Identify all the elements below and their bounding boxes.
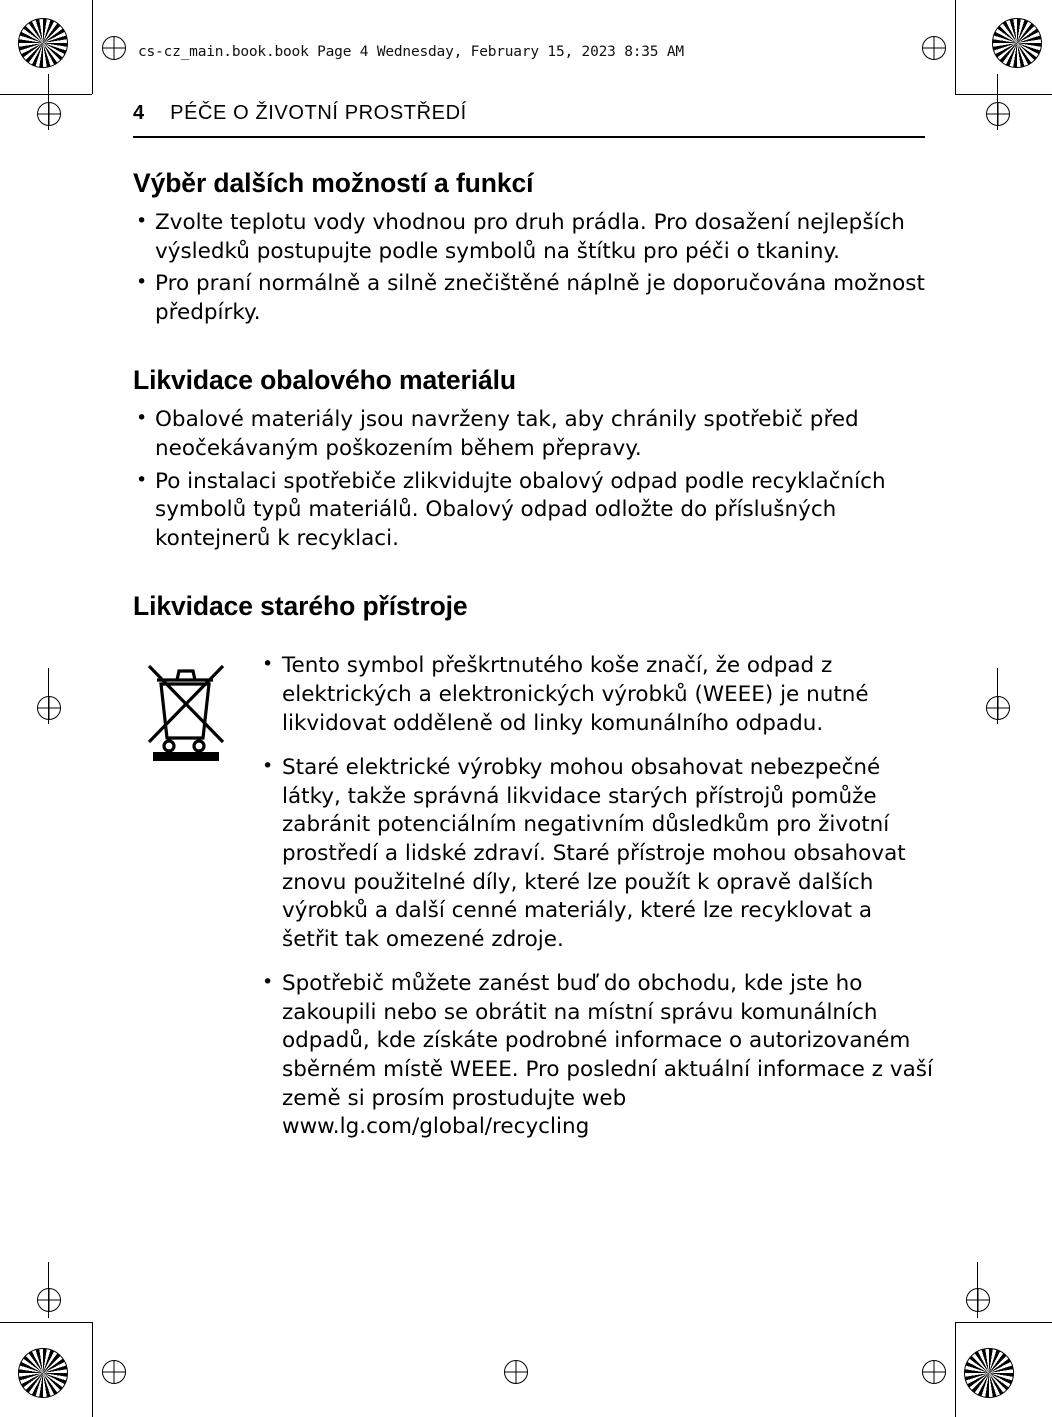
crop-mark-top-right-vertical: [955, 0, 956, 94]
section-heading-packaging: Likvidace obalového materiálu: [133, 365, 516, 396]
section-heading-old-appliance: Likvidace starého přístroje: [133, 591, 468, 622]
registration-target-left-upper: [37, 102, 61, 126]
registration-target-top-left: [102, 36, 126, 60]
header-divider: [133, 136, 925, 138]
chapter-title: PÉČE O ŽIVOTNÍ PROSTŘEDÍ: [170, 102, 467, 124]
crop-mark-bottom-right-vertical: [955, 1322, 956, 1417]
running-head: [133, 102, 923, 125]
list-item: • Po instalaci spotřebiče zlikvidujte obalový odpad podle recyklačních symbolů typů materiálů. Obalový odpad odložte do příslušných kontejnerů k recyklaci.: [133, 468, 933, 554]
list-item: • Pro praní normálně a silně znečištěné náplně je doporučována možnost předpírky.: [133, 270, 933, 327]
registration-rosette-bottom-left: [18, 1348, 68, 1398]
registration-target-bottom-center: [504, 1360, 528, 1384]
registration-target-bottom-left: [102, 1360, 126, 1384]
list-item: • Obalové materiály jsou navrženy tak, aby chránily spotřebič před neočekávaným poškozením během přepravy.: [133, 406, 933, 463]
registration-target-right-middle: [986, 696, 1010, 720]
crop-mark-top-left-horizontal: [0, 94, 92, 95]
weee-text: [253, 652, 933, 1158]
bullet-list-old-appliance: [259, 652, 933, 1142]
bullet-list-packaging: [133, 406, 933, 553]
print-slug-line: cs-cz_main.book.book Page 4 Wednesday, February 15, 2023 8:35 AM: [138, 44, 684, 60]
bullet-list-options: [133, 209, 933, 327]
crop-mark-bottom-right-horizontal: [955, 1322, 1052, 1323]
section-heading-options: Výběr dalších možností a funkcí: [133, 168, 534, 198]
crop-mark-bottom-left-vertical: [92, 1322, 93, 1417]
crop-mark-top-left-vertical: [92, 0, 93, 94]
crop-mark-right-middle: [997, 668, 998, 724]
page-content: [133, 158, 933, 1158]
list-item: • Zvolte teplotu vody vhodnou pro druh prádla. Pro dosažení nejlepších výsledků postupujte podle symbolů na štítku pro péči o tkaniny.: [133, 209, 933, 266]
crop-mark-right-upper: [997, 74, 998, 130]
crop-mark-left-lower: [48, 1262, 49, 1318]
registration-target-top-right: [922, 36, 946, 60]
page-number: 4: [133, 102, 145, 124]
crop-mark-left-middle: [48, 668, 49, 724]
registration-target-left-middle: [37, 696, 61, 720]
crop-mark-right-lower: [977, 1262, 978, 1318]
crossed-out-wheeled-bin-icon: [133, 652, 253, 1158]
list-item: • Tento symbol přeškrtnutého koše značí, že odpad z elektrických a elektronických výrobků (WEEE) je nutné likvidovat odděleně od linky komunálního odpadu.: [259, 652, 933, 738]
list-item: • Staré elektrické výrobky mohou obsahovat nebezpečné látky, takže správná likvidace starých přístrojů pomůže zabránit potenciálním negativním důsledkům pro životní prostředí a lidské zdraví. Staré přístroje mohou obsahovat znovu použitelné díly, které lze použít k opravě dalších výrobků a další cenné materiály, které lze recyklovat a šetřit tak omezené zdroje.: [259, 754, 933, 954]
registration-rosette-top-left: [18, 18, 68, 68]
crop-mark-bottom-left-horizontal: [0, 1322, 92, 1323]
registration-target-right-lower: [966, 1288, 990, 1312]
registration-rosette-bottom-right: [964, 1348, 1014, 1398]
registration-target-left-lower: [37, 1288, 61, 1312]
registration-target-bottom-right: [922, 1360, 946, 1384]
registration-target-right-upper: [986, 102, 1010, 126]
registration-rosette-top-right: [992, 18, 1042, 68]
weee-block: [133, 652, 933, 1158]
crop-mark-top-right-horizontal: [955, 94, 1052, 95]
list-item: • Spotřebič můžete zanést buď do obchodu, kde jste ho zakoupili nebo se obrátit na místní správu komunálních odpadů, kde získáte podrobné informace o autorizovaném sběrném místě WEEE. Pro poslední aktuální informace z vaší země si prosím prostudujte web www.lg.com/global/recycling: [259, 970, 933, 1142]
crop-mark-left-upper: [48, 74, 49, 130]
